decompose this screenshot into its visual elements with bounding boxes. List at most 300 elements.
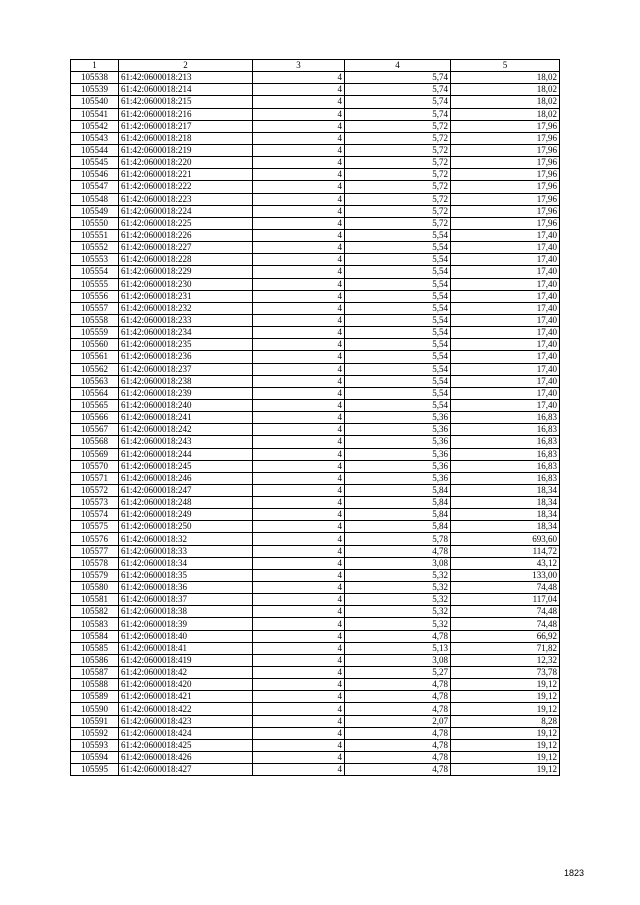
column-3-cell: 4 [253, 521, 345, 533]
row-number-cell: 105573 [71, 497, 119, 509]
column-5-cell: 17,96 [451, 144, 560, 156]
table-row [71, 181, 560, 193]
column-5-cell: 8,28 [451, 715, 560, 727]
column-3-cell: 4 [253, 132, 345, 144]
row-number-cell: 105560 [71, 339, 119, 351]
column-4-cell: 5,32 [345, 569, 451, 581]
column-3-cell: 4 [253, 242, 345, 254]
table-row [71, 582, 560, 594]
row-number-cell: 105583 [71, 618, 119, 630]
column-5-cell: 17,40 [451, 266, 560, 278]
cadastral-number-cell: 61:42:0600018:32 [119, 533, 253, 545]
row-number-cell: 105576 [71, 533, 119, 545]
column-4-cell: 5,84 [345, 484, 451, 496]
column-3-cell: 4 [253, 642, 345, 654]
column-3-cell: 4 [253, 460, 345, 472]
table-row [71, 594, 560, 606]
cadastral-number-cell: 61:42:0600018:427 [119, 764, 253, 776]
row-number-cell: 105557 [71, 302, 119, 314]
column-5-cell: 19,12 [451, 727, 560, 739]
cadastral-number-cell: 61:42:0600018:240 [119, 399, 253, 411]
column-4-cell: 5,54 [345, 387, 451, 399]
cadastral-number-cell: 61:42:0600018:37 [119, 594, 253, 606]
column-4-cell: 4,78 [345, 703, 451, 715]
column-4-cell: 5,72 [345, 205, 451, 217]
column-3-cell: 4 [253, 363, 345, 375]
column-5-cell: 12,32 [451, 654, 560, 666]
column-5-cell: 17,96 [451, 169, 560, 181]
table-row [71, 606, 560, 618]
column-5-cell: 19,12 [451, 752, 560, 764]
row-number-cell: 105567 [71, 424, 119, 436]
column-3-cell: 4 [253, 217, 345, 229]
column-5-cell: 17,40 [451, 229, 560, 241]
row-number-cell: 105542 [71, 120, 119, 132]
row-number-cell: 105588 [71, 679, 119, 691]
column-4-cell: 5,54 [345, 351, 451, 363]
row-number-cell: 105580 [71, 582, 119, 594]
column-4-cell: 5,32 [345, 582, 451, 594]
column-5-cell: 17,96 [451, 120, 560, 132]
column-4-cell: 5,54 [345, 254, 451, 266]
cadastral-number-cell: 61:42:0600018:33 [119, 545, 253, 557]
column-3-cell: 4 [253, 654, 345, 666]
column-5-cell: 17,96 [451, 181, 560, 193]
cadastral-number-cell: 61:42:0600018:241 [119, 412, 253, 424]
column-3-cell: 4 [253, 618, 345, 630]
row-number-cell: 105575 [71, 521, 119, 533]
row-number-cell: 105594 [71, 752, 119, 764]
column-3-cell: 4 [253, 679, 345, 691]
table-row [71, 120, 560, 132]
column-5-cell: 19,12 [451, 691, 560, 703]
column-5-cell: 17,96 [451, 205, 560, 217]
table-row [71, 169, 560, 181]
cadastral-number-cell: 61:42:0600018:40 [119, 630, 253, 642]
row-number-cell: 105579 [71, 569, 119, 581]
cadastral-number-cell: 61:42:0600018:222 [119, 181, 253, 193]
row-number-cell: 105582 [71, 606, 119, 618]
table-row [71, 242, 560, 254]
column-5-cell: 18,02 [451, 108, 560, 120]
table-row [71, 630, 560, 642]
column-5-cell: 17,96 [451, 217, 560, 229]
table-row [71, 205, 560, 217]
column-5-cell: 18,34 [451, 521, 560, 533]
table-row [71, 363, 560, 375]
column-5-cell: 17,96 [451, 132, 560, 144]
column-4-cell: 5,84 [345, 497, 451, 509]
row-number-cell: 105569 [71, 448, 119, 460]
table-row [71, 764, 560, 776]
column-3-cell: 4 [253, 399, 345, 411]
column-4-cell: 4,78 [345, 545, 451, 557]
column-3-cell: 4 [253, 472, 345, 484]
column-3-cell: 4 [253, 484, 345, 496]
table-row [71, 339, 560, 351]
column-3-cell: 4 [253, 351, 345, 363]
table-row [71, 193, 560, 205]
table-row [71, 144, 560, 156]
column-4-cell: 5,36 [345, 460, 451, 472]
row-number-cell: 105590 [71, 703, 119, 715]
column-5-cell: 66,92 [451, 630, 560, 642]
column-3-cell: 4 [253, 229, 345, 241]
column-4-cell: 5,54 [345, 399, 451, 411]
data-table [70, 59, 560, 776]
cadastral-number-cell: 61:42:0600018:421 [119, 691, 253, 703]
column-header: 5 [451, 60, 560, 72]
cadastral-number-cell: 61:42:0600018:250 [119, 521, 253, 533]
table-row [71, 375, 560, 387]
row-number-cell: 105565 [71, 399, 119, 411]
column-4-cell: 5,72 [345, 120, 451, 132]
column-header: 4 [345, 60, 451, 72]
column-3-cell: 4 [253, 72, 345, 84]
column-4-cell: 5,72 [345, 193, 451, 205]
column-4-cell: 3,08 [345, 654, 451, 666]
column-5-cell: 17,96 [451, 157, 560, 169]
column-4-cell: 5,54 [345, 327, 451, 339]
column-5-cell: 16,83 [451, 436, 560, 448]
row-number-cell: 105564 [71, 387, 119, 399]
column-3-cell: 4 [253, 582, 345, 594]
table-row [71, 399, 560, 411]
cadastral-number-cell: 61:42:0600018:38 [119, 606, 253, 618]
table-row [71, 108, 560, 120]
column-3-cell: 4 [253, 193, 345, 205]
row-number-cell: 105550 [71, 217, 119, 229]
column-4-cell: 5,72 [345, 132, 451, 144]
column-3-cell: 4 [253, 266, 345, 278]
cadastral-number-cell: 61:42:0600018:41 [119, 642, 253, 654]
column-header: 2 [119, 60, 253, 72]
table-row [71, 703, 560, 715]
column-3-cell: 4 [253, 339, 345, 351]
column-3-cell: 4 [253, 169, 345, 181]
column-5-cell: 19,12 [451, 703, 560, 715]
column-4-cell: 5,74 [345, 96, 451, 108]
table-row [71, 521, 560, 533]
column-3-cell: 4 [253, 497, 345, 509]
column-4-cell: 2,07 [345, 715, 451, 727]
table-row [71, 96, 560, 108]
cadastral-number-cell: 61:42:0600018:424 [119, 727, 253, 739]
column-4-cell: 5,84 [345, 521, 451, 533]
column-4-cell: 4,78 [345, 679, 451, 691]
column-3-cell: 4 [253, 691, 345, 703]
row-number-cell: 105548 [71, 193, 119, 205]
column-3-cell: 4 [253, 375, 345, 387]
column-5-cell: 17,40 [451, 351, 560, 363]
cadastral-number-cell: 61:42:0600018:236 [119, 351, 253, 363]
cadastral-number-cell: 61:42:0600018:228 [119, 254, 253, 266]
column-4-cell: 4,78 [345, 752, 451, 764]
row-number-cell: 105543 [71, 132, 119, 144]
column-5-cell: 17,40 [451, 387, 560, 399]
column-4-cell: 5,72 [345, 181, 451, 193]
table-row [71, 557, 560, 569]
cadastral-number-cell: 61:42:0600018:242 [119, 424, 253, 436]
table-row [71, 497, 560, 509]
column-5-cell: 17,40 [451, 290, 560, 302]
column-5-cell: 17,40 [451, 314, 560, 326]
table-row [71, 217, 560, 229]
table-row [71, 533, 560, 545]
row-number-cell: 105549 [71, 205, 119, 217]
column-4-cell: 5,54 [345, 278, 451, 290]
table-row [71, 290, 560, 302]
cadastral-number-cell: 61:42:0600018:214 [119, 84, 253, 96]
cadastral-number-cell: 61:42:0600018:234 [119, 327, 253, 339]
column-4-cell: 4,78 [345, 739, 451, 751]
column-3-cell: 4 [253, 108, 345, 120]
table-header-row [71, 60, 560, 72]
column-5-cell: 18,34 [451, 509, 560, 521]
column-5-cell: 17,40 [451, 363, 560, 375]
column-5-cell: 18,02 [451, 96, 560, 108]
column-5-cell: 114,72 [451, 545, 560, 557]
column-header: 1 [71, 60, 119, 72]
cadastral-number-cell: 61:42:0600018:215 [119, 96, 253, 108]
column-4-cell: 5,36 [345, 436, 451, 448]
column-5-cell: 71,82 [451, 642, 560, 654]
column-5-cell: 16,83 [451, 472, 560, 484]
column-4-cell: 5,72 [345, 144, 451, 156]
row-number-cell: 105574 [71, 509, 119, 521]
page-number: 1823 [563, 868, 584, 878]
cadastral-number-cell: 61:42:0600018:233 [119, 314, 253, 326]
column-4-cell: 4,78 [345, 727, 451, 739]
column-4-cell: 5,36 [345, 424, 451, 436]
column-5-cell: 117,04 [451, 594, 560, 606]
row-number-cell: 105553 [71, 254, 119, 266]
row-number-cell: 105593 [71, 739, 119, 751]
column-3-cell: 4 [253, 606, 345, 618]
cadastral-number-cell: 61:42:0600018:226 [119, 229, 253, 241]
column-4-cell: 5,54 [345, 314, 451, 326]
row-number-cell: 105538 [71, 72, 119, 84]
table-row [71, 654, 560, 666]
column-3-cell: 4 [253, 557, 345, 569]
column-4-cell: 4,78 [345, 691, 451, 703]
column-4-cell: 5,54 [345, 302, 451, 314]
row-number-cell: 105558 [71, 314, 119, 326]
column-header: 3 [253, 60, 345, 72]
cadastral-number-cell: 61:42:0600018:244 [119, 448, 253, 460]
column-3-cell: 4 [253, 533, 345, 545]
column-5-cell: 133,00 [451, 569, 560, 581]
cadastral-number-cell: 61:42:0600018:217 [119, 120, 253, 132]
column-4-cell: 5,32 [345, 618, 451, 630]
column-4-cell: 5,74 [345, 84, 451, 96]
table-row [71, 509, 560, 521]
column-4-cell: 5,27 [345, 667, 451, 679]
column-3-cell: 4 [253, 703, 345, 715]
column-5-cell: 19,12 [451, 739, 560, 751]
column-4-cell: 4,78 [345, 764, 451, 776]
cadastral-number-cell: 61:42:0600018:42 [119, 667, 253, 679]
cadastral-number-cell: 61:42:0600018:243 [119, 436, 253, 448]
cadastral-number-cell: 61:42:0600018:219 [119, 144, 253, 156]
cadastral-number-cell: 61:42:0600018:235 [119, 339, 253, 351]
table-row [71, 266, 560, 278]
row-number-cell: 105554 [71, 266, 119, 278]
table-row [71, 84, 560, 96]
column-5-cell: 16,83 [451, 424, 560, 436]
row-number-cell: 105572 [71, 484, 119, 496]
cadastral-number-cell: 61:42:0600018:425 [119, 739, 253, 751]
table-row [71, 460, 560, 472]
row-number-cell: 105540 [71, 96, 119, 108]
cadastral-number-cell: 61:42:0600018:249 [119, 509, 253, 521]
table-row [71, 132, 560, 144]
row-number-cell: 105551 [71, 229, 119, 241]
table-row [71, 327, 560, 339]
cadastral-number-cell: 61:42:0600018:39 [119, 618, 253, 630]
table-row [71, 472, 560, 484]
table-row [71, 278, 560, 290]
cadastral-number-cell: 61:42:0600018:231 [119, 290, 253, 302]
row-number-cell: 105577 [71, 545, 119, 557]
column-4-cell: 5,74 [345, 108, 451, 120]
table-row [71, 387, 560, 399]
row-number-cell: 105541 [71, 108, 119, 120]
cadastral-number-cell: 61:42:0600018:247 [119, 484, 253, 496]
column-4-cell: 5,54 [345, 229, 451, 241]
cadastral-number-cell: 61:42:0600018:34 [119, 557, 253, 569]
table-row [71, 484, 560, 496]
cadastral-number-cell: 61:42:0600018:227 [119, 242, 253, 254]
column-3-cell: 4 [253, 387, 345, 399]
column-3-cell: 4 [253, 84, 345, 96]
cadastral-number-cell: 61:42:0600018:216 [119, 108, 253, 120]
column-5-cell: 18,02 [451, 84, 560, 96]
column-5-cell: 16,83 [451, 460, 560, 472]
column-4-cell: 5,36 [345, 472, 451, 484]
cadastral-number-cell: 61:42:0600018:225 [119, 217, 253, 229]
row-number-cell: 105589 [71, 691, 119, 703]
cadastral-number-cell: 61:42:0600018:35 [119, 569, 253, 581]
cadastral-number-cell: 61:42:0600018:220 [119, 157, 253, 169]
table-row [71, 424, 560, 436]
cadastral-number-cell: 61:42:0600018:239 [119, 387, 253, 399]
column-4-cell: 5,54 [345, 363, 451, 375]
cadastral-number-cell: 61:42:0600018:238 [119, 375, 253, 387]
column-5-cell: 19,12 [451, 679, 560, 691]
column-3-cell: 4 [253, 594, 345, 606]
column-5-cell: 17,96 [451, 193, 560, 205]
column-4-cell: 5,54 [345, 339, 451, 351]
column-5-cell: 18,34 [451, 497, 560, 509]
column-3-cell: 4 [253, 96, 345, 108]
row-number-cell: 105555 [71, 278, 119, 290]
cadastral-number-cell: 61:42:0600018:419 [119, 654, 253, 666]
table-row [71, 229, 560, 241]
column-5-cell: 73,78 [451, 667, 560, 679]
column-3-cell: 4 [253, 412, 345, 424]
column-3-cell: 4 [253, 278, 345, 290]
row-number-cell: 105562 [71, 363, 119, 375]
cadastral-number-cell: 61:42:0600018:248 [119, 497, 253, 509]
table-row [71, 545, 560, 557]
table-row [71, 618, 560, 630]
table-row [71, 642, 560, 654]
column-3-cell: 4 [253, 327, 345, 339]
column-3-cell: 4 [253, 569, 345, 581]
column-3-cell: 4 [253, 448, 345, 460]
column-3-cell: 4 [253, 630, 345, 642]
row-number-cell: 105568 [71, 436, 119, 448]
table-row [71, 667, 560, 679]
cadastral-number-cell: 61:42:0600018:218 [119, 132, 253, 144]
column-3-cell: 4 [253, 290, 345, 302]
table-row [71, 569, 560, 581]
row-number-cell: 105586 [71, 654, 119, 666]
column-3-cell: 4 [253, 144, 345, 156]
row-number-cell: 105552 [71, 242, 119, 254]
column-5-cell: 693,60 [451, 533, 560, 545]
column-5-cell: 18,34 [451, 484, 560, 496]
table-row [71, 739, 560, 751]
cadastral-number-cell: 61:42:0600018:246 [119, 472, 253, 484]
row-number-cell: 105556 [71, 290, 119, 302]
column-5-cell: 17,40 [451, 399, 560, 411]
column-5-cell: 74,48 [451, 606, 560, 618]
table-body [71, 72, 560, 776]
column-4-cell: 5,36 [345, 412, 451, 424]
column-4-cell: 5,74 [345, 72, 451, 84]
column-3-cell: 4 [253, 752, 345, 764]
table-row [71, 314, 560, 326]
table-row [71, 691, 560, 703]
column-3-cell: 4 [253, 205, 345, 217]
column-5-cell: 74,48 [451, 618, 560, 630]
column-3-cell: 4 [253, 727, 345, 739]
column-3-cell: 4 [253, 739, 345, 751]
cadastral-number-cell: 61:42:0600018:426 [119, 752, 253, 764]
table-row [71, 752, 560, 764]
row-number-cell: 105578 [71, 557, 119, 569]
row-number-cell: 105570 [71, 460, 119, 472]
column-4-cell: 5,72 [345, 217, 451, 229]
column-3-cell: 4 [253, 157, 345, 169]
column-5-cell: 17,40 [451, 242, 560, 254]
column-4-cell: 5,13 [345, 642, 451, 654]
column-5-cell: 74,48 [451, 582, 560, 594]
column-5-cell: 17,40 [451, 302, 560, 314]
row-number-cell: 105587 [71, 667, 119, 679]
cadastral-number-cell: 61:42:0600018:229 [119, 266, 253, 278]
column-3-cell: 4 [253, 314, 345, 326]
row-number-cell: 105581 [71, 594, 119, 606]
cadastral-number-cell: 61:42:0600018:213 [119, 72, 253, 84]
cadastral-number-cell: 61:42:0600018:245 [119, 460, 253, 472]
row-number-cell: 105571 [71, 472, 119, 484]
column-4-cell: 5,54 [345, 242, 451, 254]
column-4-cell: 5,54 [345, 290, 451, 302]
column-3-cell: 4 [253, 667, 345, 679]
cadastral-number-cell: 61:42:0600018:232 [119, 302, 253, 314]
column-3-cell: 4 [253, 545, 345, 557]
column-3-cell: 4 [253, 254, 345, 266]
column-5-cell: 17,40 [451, 327, 560, 339]
column-5-cell: 16,83 [451, 412, 560, 424]
table-row [71, 302, 560, 314]
row-number-cell: 105545 [71, 157, 119, 169]
row-number-cell: 105566 [71, 412, 119, 424]
column-5-cell: 16,83 [451, 448, 560, 460]
